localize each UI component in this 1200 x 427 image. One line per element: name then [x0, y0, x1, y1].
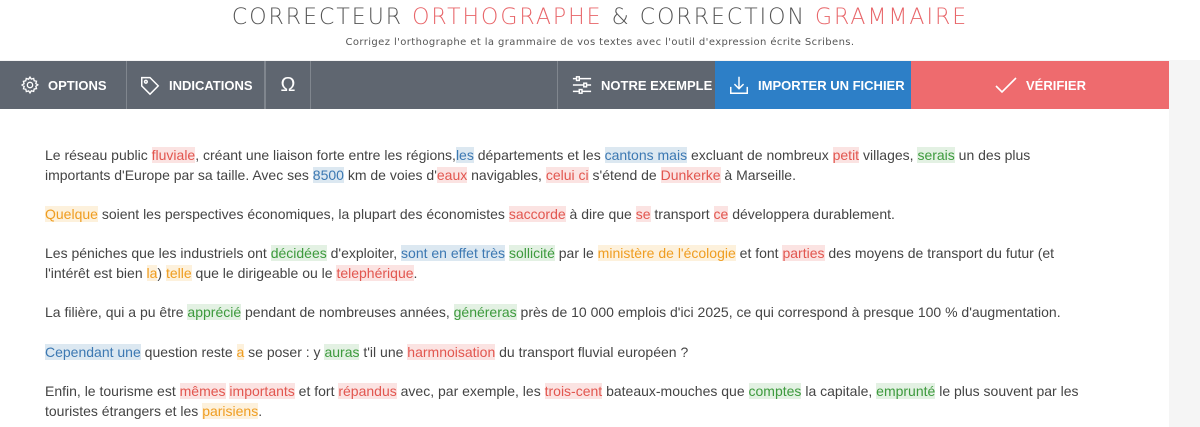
text-editor[interactable]: [0, 109, 1169, 427]
error-highlight-style[interactable]: cantons mais: [604, 147, 688, 163]
text-span: , créant une liaison forte entre les régions,: [195, 147, 456, 163]
text-span: avec, par exemple, les: [396, 383, 545, 399]
example-label: NOTRE EXEMPLE: [601, 77, 713, 93]
text-line: [45, 263, 1135, 283]
indications-label: INDICATIONS: [169, 77, 253, 93]
error-highlight-grammar[interactable]: auras: [324, 344, 360, 360]
text-span: près de 10 000 emplois d'ici 2025, ce qui correspond à presque 100 % d'augmentation.: [516, 304, 1061, 320]
paragraph-1: [45, 145, 1135, 185]
title-part-1: CORRECTEUR: [231, 5, 413, 30]
paragraph-6: [45, 381, 1135, 421]
verify-button[interactable]: [911, 61, 1169, 109]
text-line: [45, 165, 1135, 185]
text-line: [45, 145, 1135, 165]
error-highlight-spelling[interactable]: saccorde: [508, 206, 566, 222]
text-span: villages,: [859, 147, 918, 163]
paragraph-4: [45, 302, 1135, 322]
text-line: [45, 401, 1135, 421]
gear-icon: [20, 75, 40, 95]
error-highlight-style[interactable]: sont en effet très: [401, 245, 506, 261]
error-highlight-spelling[interactable]: petit: [832, 147, 860, 163]
error-highlight-style[interactable]: les: [455, 147, 474, 163]
paragraph-3: [45, 243, 1135, 283]
text-span: t'il une: [359, 344, 408, 360]
text-span: l'intérêt est bien: [45, 265, 147, 281]
error-highlight-spelling[interactable]: répandus: [338, 383, 397, 399]
verify-label: VÉRIFIER: [1026, 77, 1086, 93]
error-highlight-homophone[interactable]: Quelque: [45, 206, 98, 222]
error-highlight-homophone[interactable]: telle: [165, 265, 192, 281]
text-line: [45, 243, 1135, 263]
sliders-icon: [571, 75, 593, 95]
text-span: Les péniches que les industriels ont: [45, 245, 271, 261]
paragraph-5: [45, 342, 1135, 362]
options-button[interactable]: [0, 61, 127, 109]
text-span: et fort: [294, 383, 339, 399]
text-span: d'exploiter,: [326, 245, 402, 261]
text-span: développera durablement.: [728, 206, 895, 222]
error-highlight-grammar[interactable]: emprunté: [876, 383, 936, 399]
text-span: des moyens de transport du futur (et: [824, 245, 1055, 261]
text-span: navigables,: [467, 167, 546, 183]
text-span: bateaux-mouches que: [602, 383, 749, 399]
error-highlight-grammar[interactable]: généreras: [453, 304, 517, 320]
header: [0, 0, 1200, 60]
text-span: que le dirigeable ou le: [191, 265, 337, 281]
text-span: et font: [735, 245, 783, 261]
text-span: départements et les: [473, 147, 605, 163]
options-label: OPTIONS: [48, 77, 107, 93]
omega-icon: Ω: [280, 73, 296, 96]
import-label: IMPORTER UN FICHIER: [758, 77, 905, 93]
indications-button[interactable]: [127, 61, 265, 109]
text-span: s'étend de: [588, 167, 661, 183]
text-span: .: [413, 265, 418, 281]
error-highlight-homophone[interactable]: a: [236, 344, 245, 360]
page-title: [0, 5, 1200, 30]
text-span: touristes étrangers et les: [45, 403, 203, 419]
title-part-3: & CORRECTION: [602, 5, 815, 30]
error-highlight-spelling[interactable]: ce: [713, 206, 729, 222]
text-span: la capitale,: [801, 383, 877, 399]
text-span: à Marseille.: [720, 167, 796, 183]
error-highlight-grammar[interactable]: apprécié: [187, 304, 242, 320]
text-span: transport: [650, 206, 714, 222]
text-span: un des plus: [954, 147, 1031, 163]
download-icon: [728, 74, 750, 96]
error-highlight-homophone[interactable]: parisiens: [202, 403, 259, 419]
text-span: du transport fluvial européen ?: [495, 344, 689, 360]
text-span: le plus souvent par les: [935, 383, 1079, 399]
text-span: .: [258, 403, 263, 419]
checkmark-icon: [994, 75, 1018, 95]
text-span: soient les perspectives économiques, la plupart des économistes: [97, 206, 509, 222]
example-button[interactable]: [557, 61, 715, 109]
error-highlight-homophone[interactable]: la: [146, 265, 158, 281]
text-span: à dire que: [565, 206, 636, 222]
error-highlight-spelling[interactable]: celui ci: [545, 167, 589, 183]
text-span: importants d'Europe par sa taille. Avec ses: [45, 167, 313, 183]
title-part-2: ORTHOGRAPHE: [412, 5, 603, 30]
paragraph-2: [45, 204, 1135, 224]
error-highlight-grammar[interactable]: serais: [917, 147, 955, 163]
text-span: se poser : y: [244, 344, 325, 360]
error-highlight-grammar[interactable]: sollicité: [508, 245, 555, 261]
title-part-4: GRAMMAIRE: [814, 5, 969, 30]
error-highlight-homophone[interactable]: ministère de l'écologie: [597, 245, 736, 261]
text-span: La filière, qui a pu être: [45, 304, 188, 320]
error-highlight-spelling[interactable]: trois-cent: [544, 383, 603, 399]
error-highlight-grammar[interactable]: comptes: [748, 383, 802, 399]
error-highlight-spelling[interactable]: eaux: [436, 167, 468, 183]
import-file-button[interactable]: [715, 61, 911, 109]
tag-icon: [139, 74, 161, 96]
error-highlight-spelling[interactable]: mêmes: [179, 383, 226, 399]
error-highlight-spelling[interactable]: harmnoisation: [407, 344, 496, 360]
error-highlight-spelling[interactable]: Dunkerke: [660, 167, 721, 183]
text-span: km de voies d': [343, 167, 437, 183]
error-highlight-spelling[interactable]: se: [635, 206, 651, 222]
text-line: [45, 302, 1135, 322]
error-highlight-style[interactable]: Cependant une: [45, 344, 141, 360]
text-span: question reste: [140, 344, 237, 360]
text-span: excluant de nombreux: [687, 147, 833, 163]
page-subtitle: Corrigez l'orthographe et la grammaire de vos textes avec l'outil d'expression écrite Scribens.: [345, 37, 855, 48]
text-line: [45, 342, 1135, 362]
text-span: Enfin, le tourisme est: [45, 383, 180, 399]
text-line: [45, 204, 1135, 224]
text-line: [45, 381, 1135, 401]
text-span: par le: [554, 245, 598, 261]
error-highlight-spelling[interactable]: telephérique: [336, 265, 414, 281]
text-span: pendant de nombreuses années,: [241, 304, 454, 320]
toolbar: [0, 61, 1169, 109]
error-highlight-spelling[interactable]: parties: [782, 245, 825, 261]
error-highlight-grammar[interactable]: décidées: [270, 245, 327, 261]
text-span: ): [157, 265, 166, 281]
error-highlight-spelling[interactable]: fluviale: [151, 147, 196, 163]
error-highlight-style[interactable]: 8500: [312, 167, 344, 183]
text-span: Le réseau public: [45, 147, 152, 163]
error-highlight-spelling[interactable]: importants: [229, 383, 295, 399]
special-characters-button[interactable]: [265, 61, 311, 109]
